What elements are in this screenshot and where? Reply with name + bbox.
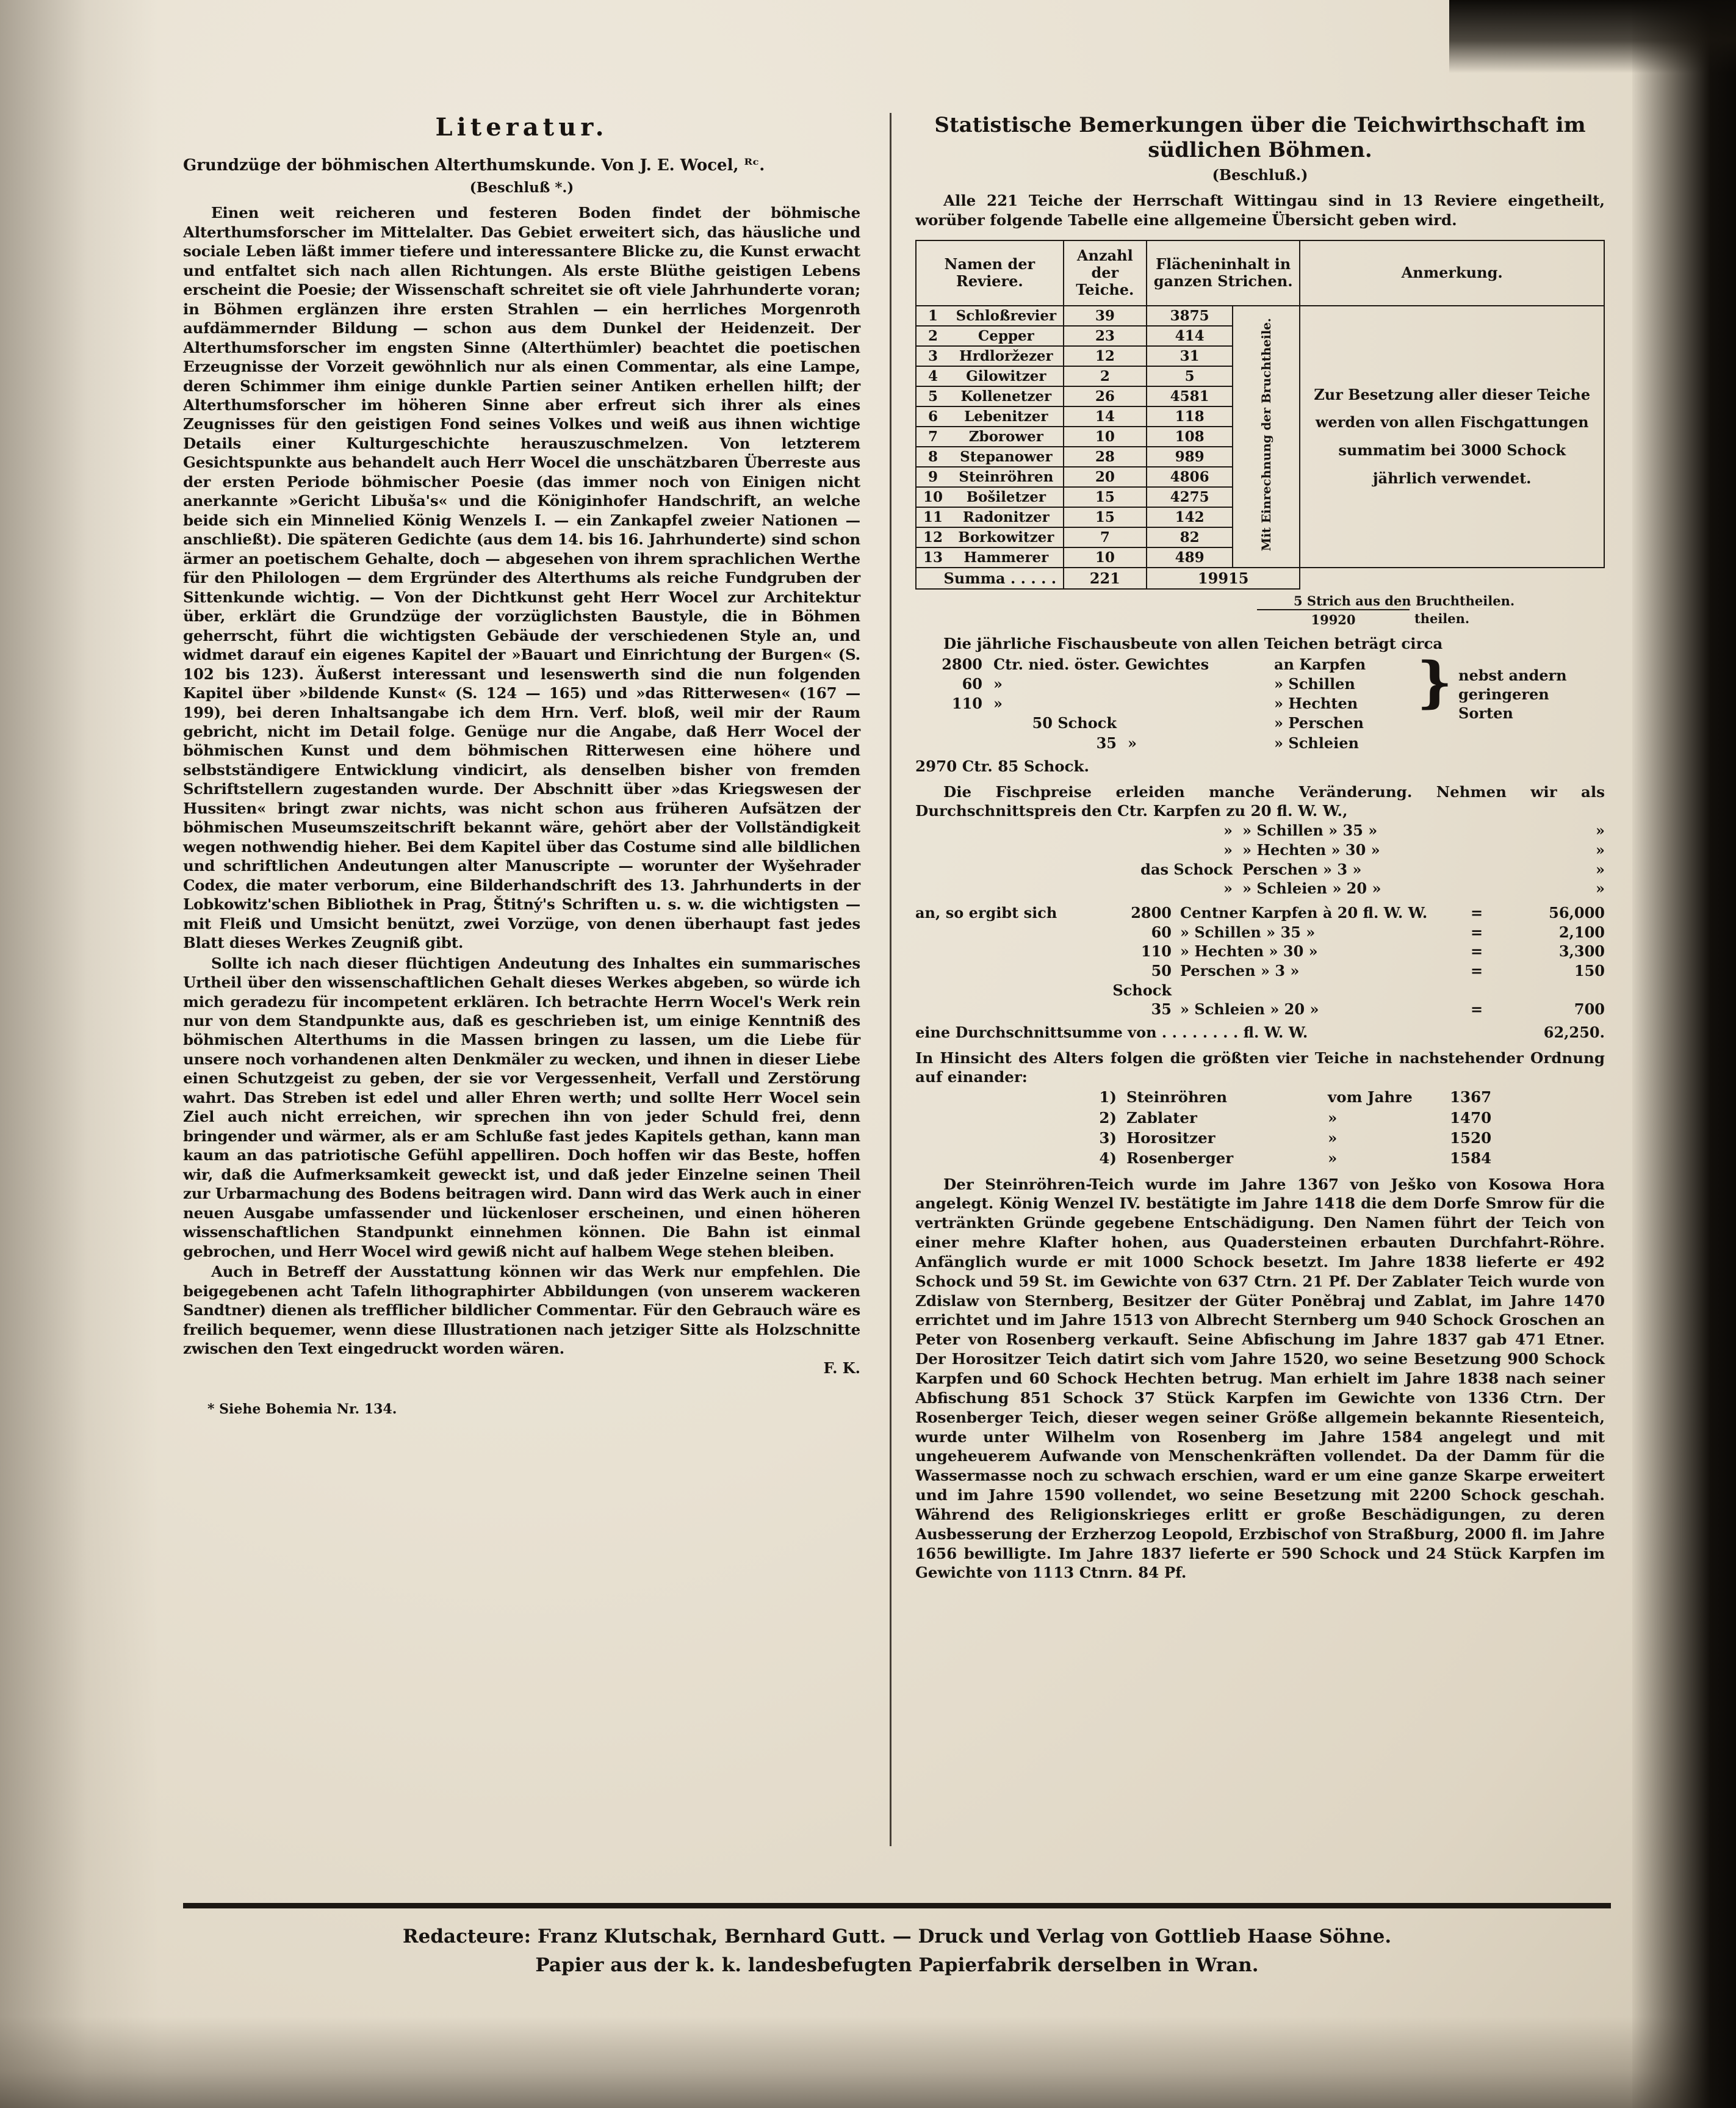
order-item bbox=[915, 1128, 1605, 1148]
left-column bbox=[183, 113, 860, 1417]
area-value: 118 bbox=[1147, 406, 1233, 427]
order-sep: » bbox=[1328, 1108, 1338, 1127]
article-title: Statistische Bemerkungen über die Teichwirthschaft im südlichen Böhmen. bbox=[934, 113, 1586, 163]
teich-count: 39 bbox=[1064, 306, 1147, 326]
row-index: 2 bbox=[916, 326, 949, 346]
result-row bbox=[915, 1000, 1605, 1019]
yield-quantity: 110 bbox=[951, 695, 982, 713]
order-item bbox=[915, 1087, 1605, 1107]
row-index: 4 bbox=[916, 366, 949, 386]
result-value: 3,300 bbox=[1558, 942, 1605, 961]
row-index: 6 bbox=[916, 406, 949, 427]
revier-name: Hammerer bbox=[949, 547, 1064, 568]
result-value: 150 bbox=[1574, 961, 1605, 980]
two-column-layout bbox=[183, 113, 1605, 1877]
yield-side-note: nebst andern geringeren Sorten bbox=[1458, 666, 1567, 723]
order-teich-name: Rosenberger bbox=[1126, 1149, 1234, 1168]
page-title: Literatur. bbox=[435, 113, 608, 142]
price-c: » bbox=[1596, 879, 1605, 898]
revier-name: Borkowitzer bbox=[949, 527, 1064, 547]
order-number: 4) bbox=[1099, 1149, 1117, 1168]
yield-unit: » bbox=[993, 695, 1003, 713]
yield-table bbox=[915, 649, 1605, 753]
revier-name: Steinröhren bbox=[949, 467, 1064, 487]
total-area-block bbox=[915, 609, 1605, 628]
row-index: 1 bbox=[916, 306, 949, 326]
order-year: 1367 bbox=[1450, 1088, 1492, 1106]
yield-quantity: 35 bbox=[1096, 734, 1117, 752]
revier-name: Cepper bbox=[949, 326, 1064, 346]
result-value: 56,000 bbox=[1549, 903, 1605, 922]
sum-label: eine Durchschnittsumme von . . . . . . . . fl. W. W. bbox=[915, 1023, 1308, 1041]
yield-fish: » Schleien bbox=[1274, 734, 1359, 752]
prices-lead: Die Fischpreise erleiden manche Veränderung. Nehmen wir als Durchschnittspreis den Ctr. Karpfen zu 20 fl. W. W., bbox=[915, 782, 1605, 820]
revier-name: Stepanower bbox=[949, 447, 1064, 467]
row-index: 8 bbox=[916, 447, 949, 467]
price-a: das Schock bbox=[1140, 860, 1233, 878]
result-row bbox=[915, 942, 1605, 961]
result-eq: = bbox=[1471, 923, 1483, 941]
teich-count: 10 bbox=[1064, 427, 1147, 447]
column-header-count: Anzahl der Teiche. bbox=[1064, 240, 1147, 306]
result-row bbox=[915, 923, 1605, 942]
sum-value: 62,250. bbox=[1543, 1023, 1605, 1041]
yield-quantity: 60 bbox=[962, 675, 982, 693]
table-remark: Zur Besetzung aller dieser Teiche werden von allen Fischgattungen summatim bei 3000 Schock jährlich verwendet. bbox=[1300, 306, 1604, 568]
page-left-shadow bbox=[0, 0, 159, 2108]
total-area-suffix: theilen. bbox=[1414, 610, 1470, 626]
row-index: 10 bbox=[916, 487, 949, 507]
yield-fish: an Karpfen bbox=[1274, 655, 1366, 673]
page-content bbox=[183, 113, 1605, 1993]
column-header-remark: Anmerkung. bbox=[1300, 240, 1604, 306]
teich-count: 7 bbox=[1064, 527, 1147, 547]
result-value: 2,100 bbox=[1558, 923, 1605, 941]
page-footer bbox=[183, 1922, 1611, 1979]
book-binding-top-shadow bbox=[1449, 0, 1736, 73]
order-year: 1470 bbox=[1450, 1108, 1492, 1127]
row-index: 11 bbox=[916, 507, 949, 527]
yield-fish: » Hechten bbox=[1274, 695, 1358, 713]
price-c: » bbox=[1596, 860, 1605, 878]
result-qty: 110 bbox=[1140, 942, 1172, 961]
body-paragraph: Sollte ich nach dieser flüchtigen Andeutung des Inhaltes ein summarisches Urtheil über den wissenschaftlichen Gehalt dieses Werkes abgeben, so würde ich mich geradezu für incompetent erklären. Ich betrachte Herrn Wocel's Werk rein nur von dem Standpunkte aus, daß es geschrieben ist, um einige Kenntniß des böhmischen Alterthums in die Massen bringen zu lassen, um die Liebe für unsere noch vorhandenen alten Denkmäler zu wecken, und ihnen in dieser Liebe einen Schutzgeist zu geben, der sie vor Vergessenheit, Verfall und Zerstörung wahrt. Das Streben ist edel und aller Ehren werth; und sollte Herr Wocel sein Ziel auch nicht erreichen, wir sprechen ihn von jeder Schuld frei, denn bringender und wärmer, als er am Schluße fast jedes Kapitels gethan, kann man kaum an das patriotische Gefühl appelliren. Doch hoffen wir das Beste, hoffen wir, daß die Aufmerksamkeit geweckt ist, und daß jeder Einzelne seinen Theil zur Urbarmachung des Bodens beitragen wird. Dann wird das Werk auch in einer neuen Ausgabe umfassender und lückenloser erscheinen, und einen höheren wissenschaftlichen Standpunkt einnehmen können. Die Bahn ist einmal gebrochen, und Herr Wocel wird gewiß nicht auf halbem Wege stehen bleiben. bbox=[183, 954, 860, 1260]
result-qty: 2800 bbox=[1131, 903, 1172, 922]
bruch-note-block bbox=[915, 593, 1605, 609]
area-value: 414 bbox=[1147, 326, 1233, 346]
result-row bbox=[915, 903, 1605, 923]
order-sep: » bbox=[1328, 1149, 1338, 1168]
order-item bbox=[915, 1108, 1605, 1128]
yield-fish: » Perschen bbox=[1274, 714, 1364, 732]
summa-count: 221 bbox=[1064, 568, 1147, 589]
result-lead: an, so ergibt sich bbox=[915, 903, 1057, 922]
result-label: » Hechten » 30 » bbox=[1180, 942, 1318, 961]
result-label: » Schillen » 35 » bbox=[1180, 923, 1316, 941]
order-teich-name: Steinröhren bbox=[1126, 1088, 1228, 1106]
revier-name: Lebenitzer bbox=[949, 406, 1064, 427]
yield-unit: » bbox=[1128, 734, 1137, 752]
result-eq: = bbox=[1471, 903, 1483, 922]
article-intro: Alle 221 Teiche der Herrschaft Wittingau sind in 13 Reviere eingetheilt, worüber folgende Tabelle eine allgemeine Übersicht geben wird. bbox=[915, 191, 1605, 229]
work-heading: Grundzüge der böhmischen Alterthumskunde. Von J. E. Wocel, ᴿᶜ. bbox=[183, 156, 765, 175]
price-a: » bbox=[1223, 879, 1233, 898]
result-qty: 35 bbox=[1151, 1000, 1172, 1019]
price-row bbox=[915, 860, 1605, 879]
article-subtitle: (Beschluß.) bbox=[1212, 165, 1308, 184]
revier-name: Zborower bbox=[949, 427, 1064, 447]
result-label: Perschen » 3 » bbox=[1180, 961, 1300, 980]
footer-line-paper: Papier aus der k. k. landesbefugten Papierfabrik derselben in Wran. bbox=[535, 1954, 1259, 1976]
summa-label: Summa . . . . . bbox=[916, 568, 1064, 589]
brace-glyph: } bbox=[1417, 649, 1452, 715]
area-value: 4581 bbox=[1147, 386, 1233, 406]
price-c: » bbox=[1596, 840, 1605, 859]
yield-quantity: 50 Schock bbox=[1032, 714, 1117, 732]
footer-rule bbox=[183, 1903, 1611, 1908]
teich-count: 12 bbox=[1064, 346, 1147, 366]
yield-row bbox=[915, 734, 1605, 753]
teich-count: 15 bbox=[1064, 507, 1147, 527]
total-area-value: 19920 bbox=[1257, 609, 1410, 628]
revier-name: Gilowitzer bbox=[949, 366, 1064, 386]
order-number: 3) bbox=[1099, 1128, 1117, 1147]
row-index: 3 bbox=[916, 346, 949, 366]
bruch-note: 5 Strich aus den Bruchtheilen. bbox=[1294, 593, 1515, 608]
teich-count: 10 bbox=[1064, 547, 1147, 568]
row-index: 13 bbox=[916, 547, 949, 568]
order-year: 1520 bbox=[1450, 1128, 1492, 1147]
yield-total: 2970 Ctr. 85 Schock. bbox=[915, 757, 1090, 775]
column-divider-rule bbox=[890, 113, 891, 1846]
brace-annotation bbox=[1233, 306, 1300, 568]
area-value: 108 bbox=[1147, 427, 1233, 447]
order-number: 1) bbox=[1099, 1088, 1117, 1106]
yield-unit: » bbox=[993, 675, 1003, 693]
result-row bbox=[915, 961, 1605, 1000]
order-sep: vom Jahre bbox=[1328, 1088, 1413, 1106]
order-year: 1584 bbox=[1450, 1149, 1492, 1168]
teich-count: 23 bbox=[1064, 326, 1147, 346]
order-lead: In Hinsicht des Alters folgen die größten vier Teiche in nachstehender Ordnung auf einander: bbox=[915, 1049, 1605, 1086]
teich-count: 28 bbox=[1064, 447, 1147, 467]
table-summary-row bbox=[916, 568, 1604, 589]
area-value: 31 bbox=[1147, 346, 1233, 366]
price-b: » Schillen » 35 » bbox=[1242, 821, 1378, 840]
order-sep: » bbox=[1328, 1128, 1338, 1147]
area-value: 489 bbox=[1147, 547, 1233, 568]
table-header-row bbox=[916, 240, 1604, 306]
teich-count: 20 bbox=[1064, 467, 1147, 487]
order-teich-name: Zablater bbox=[1126, 1108, 1197, 1127]
row-index: 7 bbox=[916, 427, 949, 447]
teich-count: 15 bbox=[1064, 487, 1147, 507]
teich-count: 26 bbox=[1064, 386, 1147, 406]
area-value: 989 bbox=[1147, 447, 1233, 467]
statistics-table bbox=[915, 240, 1605, 590]
price-b: » Hechten » 30 » bbox=[1242, 840, 1380, 859]
area-value: 5 bbox=[1147, 366, 1233, 386]
order-teich-name: Horositzer bbox=[1126, 1128, 1216, 1147]
row-index: 12 bbox=[916, 527, 949, 547]
yield-lead: Die jährliche Fischausbeute von allen Teichen beträgt circa bbox=[943, 635, 1443, 653]
area-value: 4806 bbox=[1147, 467, 1233, 487]
row-index: 5 bbox=[916, 386, 949, 406]
result-eq: = bbox=[1471, 961, 1483, 980]
order-list bbox=[915, 1087, 1605, 1168]
book-binding-edge bbox=[1632, 0, 1736, 2108]
table-body bbox=[916, 306, 1604, 589]
result-label: » Schleien » 20 » bbox=[1180, 1000, 1319, 1019]
order-number: 2) bbox=[1099, 1108, 1117, 1127]
price-b: Perschen » 3 » bbox=[1242, 860, 1362, 878]
table-row bbox=[916, 306, 1604, 326]
result-label: Centner Karpfen à 20 fl. W. W. bbox=[1180, 903, 1428, 922]
revier-name: Bošiletzer bbox=[949, 487, 1064, 507]
revier-name: Radonitzer bbox=[949, 507, 1064, 527]
area-value: 3875 bbox=[1147, 306, 1233, 326]
result-eq: = bbox=[1471, 942, 1483, 961]
revier-name: Schloßrevier bbox=[949, 306, 1064, 326]
price-row bbox=[915, 821, 1605, 840]
price-c: » bbox=[1596, 821, 1605, 840]
yield-unit: Ctr. nied. öster. Gewichtes bbox=[993, 655, 1209, 673]
yield-quantity: 2800 bbox=[942, 655, 982, 673]
teich-count: 14 bbox=[1064, 406, 1147, 427]
price-row bbox=[915, 840, 1605, 860]
price-a: » bbox=[1223, 840, 1233, 859]
column-header-names: Namen der Reviere. bbox=[916, 240, 1064, 306]
area-value: 142 bbox=[1147, 507, 1233, 527]
yield-fish: » Schillen bbox=[1274, 675, 1355, 693]
sum-row bbox=[915, 1023, 1605, 1042]
results-table bbox=[915, 903, 1605, 1042]
footnote: * Siehe Bohemia Nr. 134. bbox=[207, 1401, 397, 1418]
price-a: » bbox=[1223, 821, 1233, 840]
revier-name: Kollenetzer bbox=[949, 386, 1064, 406]
summa-area: 19915 bbox=[1147, 568, 1300, 589]
prices-table bbox=[915, 821, 1605, 898]
section-note: (Beschluß *.) bbox=[469, 179, 574, 197]
right-column bbox=[915, 113, 1605, 1583]
footer-line-editors: Redacteure: Franz Klutschak, Bernhard Gutt. — Druck und Verlag von Gottlieb Haase Söhne. bbox=[402, 1926, 1392, 1947]
result-qty: 60 bbox=[1151, 923, 1172, 941]
result-value: 700 bbox=[1574, 1000, 1605, 1019]
order-item bbox=[915, 1148, 1605, 1168]
page-bottom-shadow bbox=[0, 2016, 1736, 2108]
result-eq: = bbox=[1471, 1000, 1483, 1019]
brace-label: Mit Einrechnung der Bruchtheile. bbox=[1258, 318, 1273, 552]
area-value: 4275 bbox=[1147, 487, 1233, 507]
teich-count: 2 bbox=[1064, 366, 1147, 386]
body-paragraph: Einen weit reicheren und festeren Boden findet der böhmische Alterthumsforscher im Mittelalter. Das Gebiet erweitert sich, das häusliche und sociale Leben läßt immer tiefere und interessantere Blicke zu, die Kunst erwacht und entfaltet sich nach allen Richtungen. Als erste Blüthe geistigen Lebens erscheint die Poesie; der Wissenschaft schreitet sie oft viele Jahrhunderte voran; in Böhmen erglänzen ihre ersten Strahlen — ein herrliches Morgenroth aufdämmernder Bildung — schon aus dem Dunkel der Heidenzeit. Der Alterthumsforscher im engsten Sinne (Alterthümler) beachtet die poetischen Erzeugnisse der Vorzeit gewöhnlich nur als einen Commentar, als eine Lampe, deren Schimmer ihm einige dunkle Partien seiner Antiken erhellen hilft; der Alterthumsforscher im höheren Sinne aber erfreut sich ihrer als eines Zeugnisses für den geistigen Fond seines Volkes und weiß aus ihnen wichtige Details einer Kulturgeschichte herauszuschmelzen. Von letzterem Gesichtspunkte aus behandelt auch Herr Wocel die unschätzbaren Überreste aus der ersten Periode böhmischer Poesie (das immer noch von Einigen nicht anerkannte »Gericht Libuša's« und die Königinhofer Handschrift, an welche beide sich ein Minnelied König Wenzels I. — ein Zankapfel zweier Nationen — anschließt). Die späteren Gedichte (aus dem 14. bis 16. Jahrhunderte) sind schon ärmer an poetischem Gehalte, doch — abgesehen von ihrem sprachlichen Werthe für den Philologen — dem Ergründer des Alterthums als reiche Fundgruben der Sittenkunde wichtig. — Von der Dichtkunst geht Herr Wocel zur Architektur über, erklärt die Grundzüge der vorzüglichsten Baustyle, die in Böhmen geherrscht, führt die wichtigsten Gebäude der verschiedenen Style an, und widmet darauf ein eigenes Kapitel der »Bauart und Einrichtung der Burgen« (S. 102 bis 123). Äußerst interessant und lesenswerth sind die nun folgenden Kapitel über »bildende Kunst« (S. 124 — 165) und »das Ritterwesen« (167 — 199), bei deren Inhaltsangabe ich dem Hrn. Verf. bloß, weil mir der Raum gebricht, nicht im Detail folge. Genüge nur die Angabe, daß Herr Wocel der böhmischen Kunst und dem böhmischen Ritterwesen eine höhere und selbstständigere Entwicklung vindicirt, als denselben bisher von fremden Schriftstellern zugestanden wurde. Der Abschnitt über »das Kriegswesen der Hussiten« bringt zwar nichts, was nicht schon aus früheren Aufsätzen der böhmischen Museumszeitschrift bekannt wäre, gehört aber der Vollständigkeit wegen nothwendig hieher. Bei dem Kapitel über das Costume sind alle bildlichen und schriftlichen Andeutungen alter Manuscripte — worunter der Wyšehrader Codex, die mater verborum, eine Bilderhandschrift des 13. Jahrhunderts in der Lobkowitz'schen Bibliothek in Prag, Štitný's Schriften u. s. w. die wichtigsten — mit Fleiß und Umsicht benützt, zwei Vorzüge, von denen überhaupt fast jedes Blatt dieses Werkes Zeugniß gibt. bbox=[183, 204, 860, 952]
author-signature: F. K. bbox=[823, 1359, 860, 1377]
column-header-area: Flächeninhalt in ganzen Strichen. bbox=[1147, 240, 1300, 306]
history-paragraph: Der Steinröhren-Teich wurde im Jahre 1367 von Ješko von Kosowa Hora angelegt. König Wenzel IV. bestätigte im Jahre 1418 die dem Dorfe Smrow für die vertränkten Gründe gegebene Entschädigung. Den Namen führt der Teich von einer mehre Klafter hohen, aus Quadersteinen erbauten Durchfahrt-Röhre. Anfänglich wurde er mit 1000 Schock besetzt. Im Jahre 1838 lieferte er 492 Schock und 59 St. im Gewichte von 637 Ctrn. 21 Pf. Der Zablater Teich wurde von Zdislaw von Sternberg, Besitzer der Güter Poněbraj und Zablat, im Jahre 1470 errichtet und im Jahre 1513 von Albrecht Sternberg um 940 Schock Groschen an Peter von Rosenberg verkauft. Seine Abfischung im Jahre 1837 gab 471 Etner. Der Horositzer Teich datirt sich vom Jahre 1520, wo seine Besetzung 900 Schock Karpfen und 60 Schock Hechten betrug. Man erhielt im Jahre 1838 nach seiner Abfischung 851 Schock 37 Stück Karpfen im Gewichte von 1336 Ctrn. Der Rosenberger Teich, dieser wegen seiner Größe allgemein bekannte Riesenteich, wurde unter Wilhelm von Rosenberg im Jahre 1584 angelegt und mit ungeheuerem Aufwande von Menschenkräften vollendet. Da der Damm für die Wassermasse noch zu schwach erschien, ward er um eine ganze Skarpe erweitert und im Jahre 1590 vollendet, wo seine Besetzung mit 2200 Schock geschah. Während des Religionskrieges erlitt er große Beschädigungen, zu deren Ausbesserung der Erzherzog Leopold, Erzbischof von Straßburg, 2000 fl. im Jahre 1656 bewilligte. Im Jahre 1837 lieferte er 590 Schock und 24 Stück Karpfen im Gewichte von 1113 Ctnrn. 84 Pf. bbox=[915, 1175, 1605, 1582]
price-b: » Schleien » 20 » bbox=[1242, 879, 1381, 898]
area-value: 82 bbox=[1147, 527, 1233, 547]
row-index: 9 bbox=[916, 467, 949, 487]
body-paragraph: Auch in Betreff der Ausstattung können wir das Werk nur empfehlen. Die beigegebenen acht Tafeln lithographirter Abbildungen (von unserem wackeren Sandtner) dienen als trefflicher bildlicher Commentar. Für den Gebrauch wäre es freilich bequemer, wenn diese Illustrationen nach jetziger Sitte als Holzschnitte zwischen den Text eingedruckt worden wären. bbox=[183, 1263, 860, 1357]
summa-empty bbox=[1300, 568, 1604, 589]
revier-name: Hrdloržezer bbox=[949, 346, 1064, 366]
price-row bbox=[915, 879, 1605, 898]
result-qty: 50 Schock bbox=[1112, 961, 1172, 999]
